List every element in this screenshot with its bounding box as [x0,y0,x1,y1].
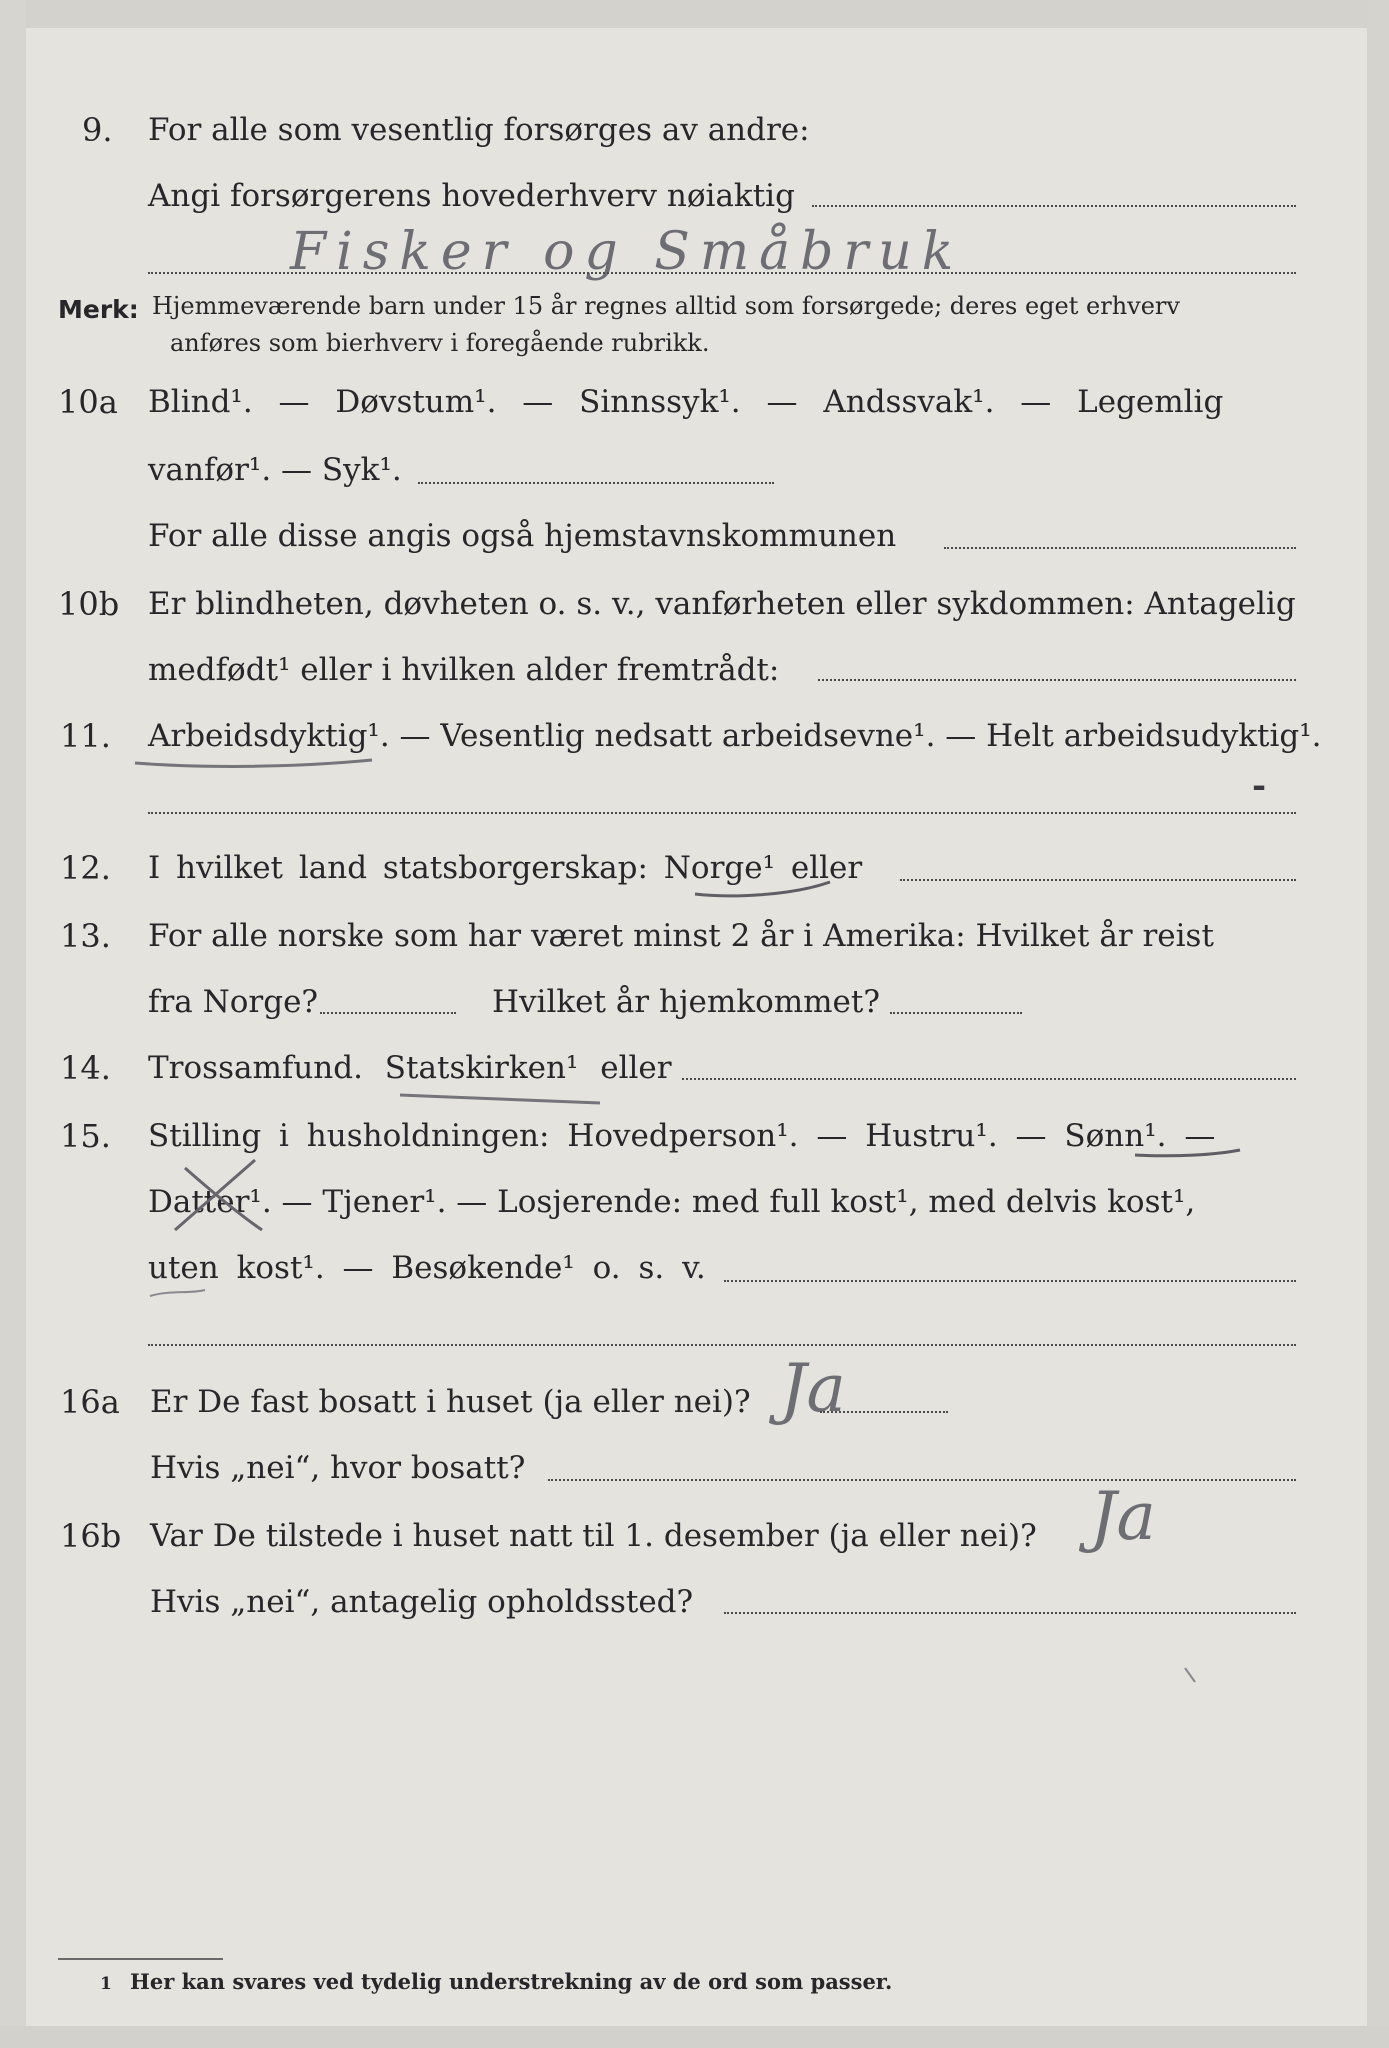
strike-datter [175,1160,262,1230]
question-12-number: 12. [60,849,111,887]
question-10b-line-2: medfødt¹ eller i hvilken alder fremtrådt: [148,652,780,688]
underline-arbeidsdyktig [135,760,372,766]
question-10b-line-1: Er blindheten, døvheten o. s. v., vanførheten eller sykdommen: Antagelig [148,586,1296,622]
question-15-line-1: Stilling i husholdningen: Hovedperson¹. — Hustru¹. — Sønn¹. — [148,1118,1216,1154]
question-9-text: For alle som vesentlig forsørges av andre: [148,112,810,148]
question-16b-line-2: Hvis „nei“, antagelig opholdssted? [150,1584,694,1620]
question-10a-number: 10a [58,383,118,421]
question-16a-handwritten-answer: Ja [780,1350,846,1427]
question-16b-handwritten-answer: Ja [1090,1478,1156,1555]
question-11-text: Arbeidsdyktig¹. — Vesentlig nedsatt arbeidsevne¹. — Helt arbeidsudyktig¹. [148,718,1322,754]
underline-statskirken [400,1095,600,1103]
underline-norge [695,882,830,896]
question-10a-line-1: Blind¹. — Døvstum¹. — Sinnssyk¹. — Andssvak¹. — Legemlig [148,384,1224,420]
question-11-number: 11. [60,717,111,755]
question-12-text: I hvilket land statsborgerskap: Norge¹ eller [148,850,863,886]
footnote-text: Her kan svares ved tydelig understrekning av de ord som passer. [130,1969,893,1994]
question-15-line-3: uten kost¹. — Besøkende¹ o. s. v. [148,1250,706,1286]
question-16a-line-2: Hvis „nei“, hvor bosatt? [150,1450,526,1486]
question-10b-number: 10b [58,585,120,623]
mark-uten [150,1290,205,1296]
question-10a-line-2: vanfør¹. — Syk¹. [148,452,402,488]
stray-pencil-mark [1185,1668,1195,1682]
question-11-handwritten-mark: - [1252,766,1267,806]
question-16a-number: 16a [60,1383,120,1421]
question-9-prompt: Angi forsørgerens hovederhverv nøiaktig [148,178,795,214]
question-9-number: 9. [82,111,113,149]
note-label: Merk: [58,295,139,324]
question-13-number: 13. [60,917,111,955]
footnote-mark: 1 [100,1974,112,1994]
underline-sonn [1135,1150,1240,1156]
note-text-line-2: anføres som bierhverv i foregående rubrikk. [170,329,710,357]
question-14-text: Trossamfund. Statskirken¹ eller [148,1050,672,1086]
question-9-handwritten-answer: Fisker og Småbruk [290,222,964,282]
question-13-left-prompt: fra Norge? [148,984,319,1020]
question-13-line-1: For alle norske som har været minst 2 år i Amerika: Hvilket år reist [148,918,1214,954]
question-10a-line-3: For alle disse angis også hjemstavnskommunen [148,518,897,554]
question-14-number: 14. [60,1049,111,1087]
question-15-number: 15. [60,1117,111,1155]
question-15-line-2: Datter¹. — Tjener¹. — Losjerende: med full kost¹, med delvis kost¹, [148,1184,1196,1220]
note-text-line-1: Hjemmeværende barn under 15 år regnes alltid som forsørgede; deres eget erhverv [152,292,1180,320]
question-16b-line-1: Var De tilstede i huset natt til 1. desember (ja eller nei)? [150,1518,1037,1554]
question-13-right-prompt: Hvilket år hjemkommet? [492,984,880,1020]
question-16a-line-1: Er De fast bosatt i huset (ja eller nei)? [150,1384,751,1420]
question-16b-number: 16b [60,1517,122,1555]
